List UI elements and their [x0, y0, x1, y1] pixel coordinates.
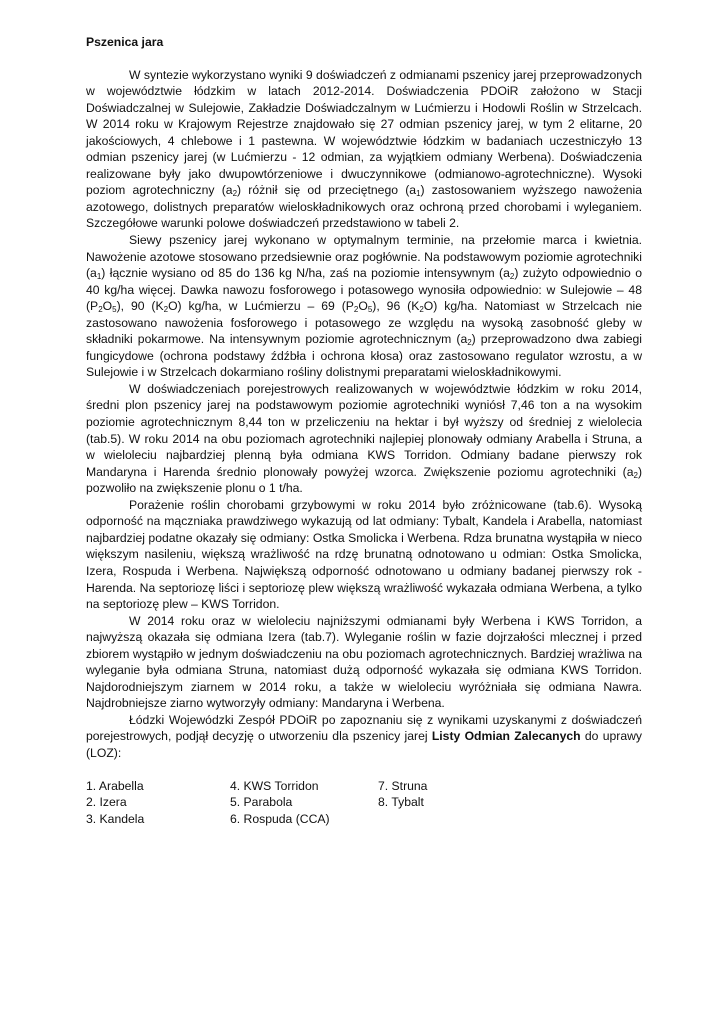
list-item: 1. Arabella [86, 778, 144, 793]
list-column-1 [86, 778, 230, 828]
paragraph-synthesis: W syntezie wykorzystano wyniki 9 doświadczeń z odmianami pszenicy jarej przeprowadzonych w województwie łódzkim w latach 2012-2014. Doświadczenia PDOiR założono w Stacji Doświadczalnej w Sulejowie, Zakładzie Doświadczalnym w Lućmierzu i Hodowli Roślin w Strzelcach. W 2014 roku w Krajowym Rejestrze znajdowało się 27 odmian pszenicy jarej, w tym 2 elitarne, 20 jakościowych, 4 chlebowe i 1 pastewna. W województwie łódzkim w badaniach uczestniczyło 13 odmian pszenicy jarej (w Lućmierzu - 12 odmian, za wyjątkiem odmiany Werbena). Doświadczenia realizowane były jako dwupowtórzeniowe i dwuczynnikowe (odmianowo-agrotechniczne). Wysoki poziom agrotechniczny $(a_2)$ różnił się od przeciętnego $(a_1)$ zastosowaniem wyższego nawożenia azotowego, dolistnych preparatów wieloskładnikowych oraz ochroną przed chorobami i wyleganiem. Szczegółowe warunki polowe doświadczeń przedstawiono w tabeli 2. [86, 67, 643, 231]
document-page [86, 34, 642, 827]
list-item: 5. Parabola [230, 795, 293, 810]
paragraph-height-lodging: W 2014 roku oraz w wieloleciu najniższymi odmianami były Werbena i KWS Torridon, a najwyższą okazała się odmiana Izera (tab.7). Wyleganie roślin w fazie dojrzałości mlecznej i przed zbiorem wystąpiło w jednym doświadczeniu na obu poziomach agrotechnicznych. Bardziej wrażliwa na wyleganie była odmiana Struna, natomiast dużą odporność wykazała się odmiana KWS Torridon. Najdorodniejszym ziarnem w 2014 roku, a także w wieloleciu wyróżniała się odmiana Nawra. Najdrobniejsze ziarno wytworzyły odmiany: Mandaryna i Werbena. [86, 613, 642, 711]
paragraph-diseases: Porażenie roślin chorobami grzybowymi w roku 2014 było zróżnicowane (tab.6). Wysoką odporność na mączniaka prawdziwego wykazują od lat odmiany: Tybalt, Kandela i Arabella, natomiast najbardziej podatne okazały się odmiany: Ostka Smolicka i Werbena. Rdza brunatna wystąpiła w nieco większym nasileniu, większą wrażliwość na rdzę brunatną odnotowano u odmian: Ostka Smolicka, Izera, Rospuda i Werbena. Największą odporność odnotowano u odmiany badanej pierwszy rok - Harenda. Na septoriozę liści i septoriozę plew większą wrażliwość wykazała odmiana Werbena, a tylko na septoriozę plew – KWS Torridon. [86, 497, 642, 612]
recommended-list-title: Listy Odmian Zalecanych [431, 729, 581, 744]
list-item: 8. Tybalt [378, 795, 424, 810]
list-item: 2. Izera [86, 795, 127, 810]
list-column-3 [378, 778, 498, 828]
list-item: 3. Kandela [86, 811, 145, 826]
list-item: 7. Struna [378, 778, 428, 793]
list-item: 4. KWS Torridon [230, 778, 319, 793]
list-column-2 [230, 778, 378, 828]
paragraph-sowing: Siewy pszenicy jarej wykonano w optymalnym terminie, na przełomie marca i kwietnia. Nawożenie azotowe stosowano przedsiewnie oraz pogłównie. Na podstawowym poziomie agrotechniki $(a_1)$ łącznie wysiano od 85 do 136 kg N/ha, zaś na poziomie intensywnym $(a_2)$ zużyto odpowiednio o 40 kg/ha więcej. Dawka nawozu fosforowego i potasowego wynosiła odpowiednio: w Sulejowie – 48 $(P_2O_5)$, 90 $(K_2O)$ kg/ha, w Lućmierzu – 69 $(P_2O_5)$, 96 $(K_2O)$ kg/ha. Natomiast w Strzelcach nie zastosowano nawożenia fosforowego i potasowego ze względu na wysoką zasobność gleby w składniki pokarmowe. Na intensywnym poziomie agrotechnicznym $(a_2)$ przeprowadzono dwa zabiegi fungicydowe (ochrona podstawy źdźbła i ochrona kłosa) oraz zastosowano regulator wzrostu, a w Sulejowie i w Strzelcach dokarmiano rośliny dolistnymi preparatami wieloskładnikowymi. [86, 233, 642, 380]
list-item: 6. Rospuda (CCA) [230, 811, 330, 826]
recommended-varieties-list [86, 778, 642, 828]
paragraph-recommendation: Łódzki Wojewódzki Zespół PDOiR po zapoznaniu się z wynikami uzyskanymi z doświadczeń porejestrowych, podjął decyzję o utworzeniu dla pszenicy jarej Listy Odmian Zalecanych do uprawy (LOZ): [86, 712, 643, 760]
document-title: Pszenica jara [86, 35, 164, 49]
paragraph-yield: W doświadczeniach porejestrowych realizowanych w województwie łódzkim w roku 2014, średni plon pszenicy jarej na podstawowym poziomie agrotechniki wyniósł 7,46 ton a na wysokim poziomie agrotechnicznym 8,44 ton w przeliczeniu na hektar i był wyższy od średniej z wielolecia (tab.5). W roku 2014 na obu poziomach agrotechniki najlepiej plonowały odmiany Arabella i Struna, a w wieloleciu najbardziej plenną była odmiana KWS Torridon. Odmiany badane pierwszy rok Mandaryna i Harenda średnio plonowały powyżej wzorca. Zwiększenie poziomu agrotechniki $(a_2)$ pozwoliło na zwiększenie plonu o 1 t/ha. [86, 381, 642, 496]
